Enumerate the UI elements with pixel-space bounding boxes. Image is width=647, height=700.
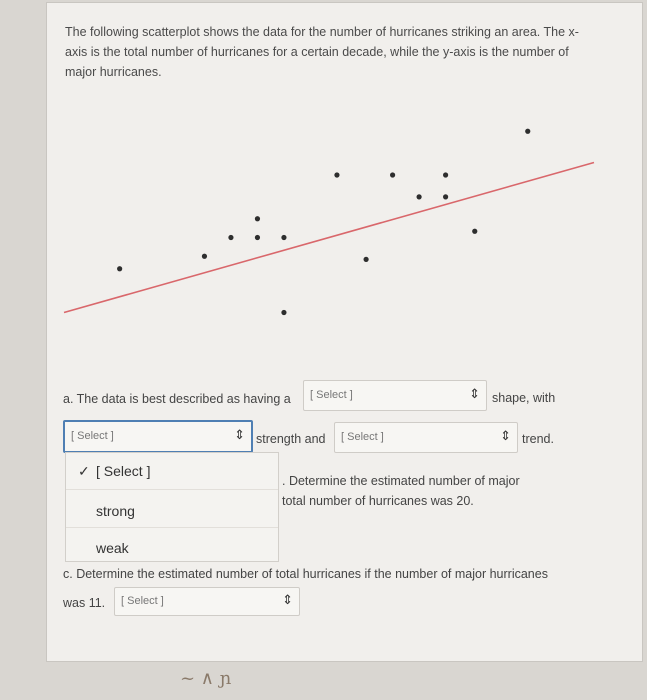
trend-select-value: [ Select ]: [341, 431, 384, 443]
option-label: strong: [96, 503, 135, 519]
scatter-point-8: [334, 172, 339, 177]
scatter-point-14: [472, 229, 477, 234]
trend-suffix: trend.: [522, 432, 554, 446]
option-label: weak: [96, 540, 129, 556]
option-label: [ Select ]: [96, 463, 151, 479]
scatter-point-10: [390, 172, 395, 177]
trend-select[interactable]: [334, 422, 518, 453]
shape-select-value: [ Select ]: [310, 389, 353, 401]
strength-select[interactable]: [63, 420, 253, 453]
strength-select-value: [ Select ]: [71, 430, 114, 442]
question-description: The following scatterplot shows the data for the number of hurricanes striking an area. The x-axis is the total number of hurricanes for a certain decade, while the y-axis is the number of major hurricanes.: [65, 25, 579, 79]
total-hurricanes-select[interactable]: [114, 587, 300, 616]
strength-suffix: strength and: [256, 432, 326, 446]
dropdown-option-strong[interactable]: [66, 489, 278, 526]
scatter-points: [117, 129, 530, 315]
dropdown-option-weak[interactable]: [66, 527, 278, 562]
chevron-updown-icon: ⇕: [234, 427, 245, 442]
question-b-line2: total number of hurricanes was 20.: [282, 494, 474, 508]
scatter-point-9: [364, 257, 369, 262]
question-c-line2: was 11.: [63, 596, 106, 610]
check-icon: ✓: [78, 463, 90, 479]
scatter-point-2: [202, 254, 207, 259]
question-a-prefix: a. The data is best described as having a: [63, 392, 291, 406]
chevron-updown-icon: ⇕: [500, 428, 511, 443]
scatter-point-3: [228, 235, 233, 240]
total-hurricanes-select-value: [ Select ]: [121, 595, 164, 607]
question-c-line1: c. Determine the estimated number of total hurricanes if the number of major hurricanes: [63, 567, 548, 581]
scatter-point-1: [117, 266, 122, 271]
scatter-point-15: [525, 129, 530, 134]
chevron-updown-icon: ⇕: [469, 386, 480, 401]
scatter-point-11: [417, 194, 422, 199]
trend-line: [64, 163, 594, 313]
scatter-point-6: [281, 235, 286, 240]
shape-suffix: shape, with: [492, 391, 556, 405]
question-b-line1: . Determine the estimated number of major: [282, 474, 520, 488]
shape-select[interactable]: [303, 380, 487, 411]
scatter-point-12: [443, 172, 448, 177]
scatter-point-5: [255, 216, 260, 221]
strength-dropdown-menu: [65, 452, 279, 562]
scatter-point-7: [281, 310, 286, 315]
scatter-point-13: [443, 194, 448, 199]
handwriting-mark: ~ ∧ ɲ: [180, 668, 232, 689]
chevron-updown-icon: ⇕: [282, 592, 293, 607]
scatter-point-4: [255, 235, 260, 240]
